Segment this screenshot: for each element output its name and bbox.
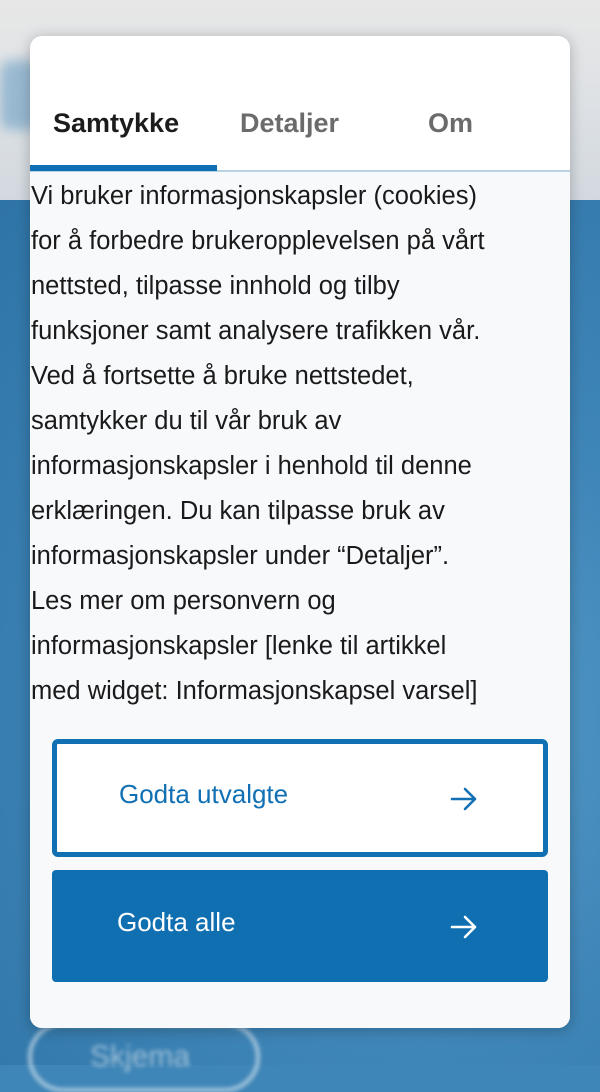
consent-text-line: informasjonskapsler [lenke til artikkel <box>31 632 447 660</box>
arrow-right-icon <box>449 784 479 814</box>
consent-description <box>31 174 567 714</box>
consent-text-line: informasjonskapsler i henhold til denne <box>31 452 472 480</box>
tab-samtykke[interactable]: Samtykke <box>53 108 180 138</box>
tab-bar <box>30 36 570 172</box>
consent-text-line: med widget: Informasjonskapsel varsel] <box>31 677 478 705</box>
consent-text-line: for å forbedre brukeropplevelsen på vårt <box>31 227 485 255</box>
active-tab-indicator <box>30 165 217 171</box>
accept-all-label: Godta alle <box>117 907 236 937</box>
accept-all-button[interactable] <box>52 870 548 982</box>
accept-selected-button[interactable] <box>52 739 548 857</box>
consent-text-line: erklæringen. Du kan tilpasse bruk av <box>31 497 445 525</box>
accept-selected-label: Godta utvalgte <box>119 779 289 809</box>
arrow-right-icon <box>449 912 479 942</box>
tab-om[interactable]: Om <box>428 108 474 138</box>
background-pill-label: Skjema <box>90 1040 191 1073</box>
cookie-consent-dialog <box>30 36 570 1028</box>
consent-text-line: Les mer om personvern og <box>31 587 336 615</box>
consent-text-line: nettsted, tilpasse innhold og tilby <box>31 272 400 300</box>
consent-text-line: informasjonskapsler under “Detaljer”. <box>31 542 450 570</box>
consent-text-line: Vi bruker informasjonskapsler (cookies) <box>31 182 477 210</box>
tab-detaljer[interactable]: Detaljer <box>240 108 340 138</box>
consent-text-line: samtykker du til vår bruk av <box>31 407 342 435</box>
consent-text-line: funksjoner samt analysere trafikken vår. <box>31 317 481 345</box>
consent-text-line: Ved å fortsette å bruke nettstedet, <box>31 362 414 390</box>
